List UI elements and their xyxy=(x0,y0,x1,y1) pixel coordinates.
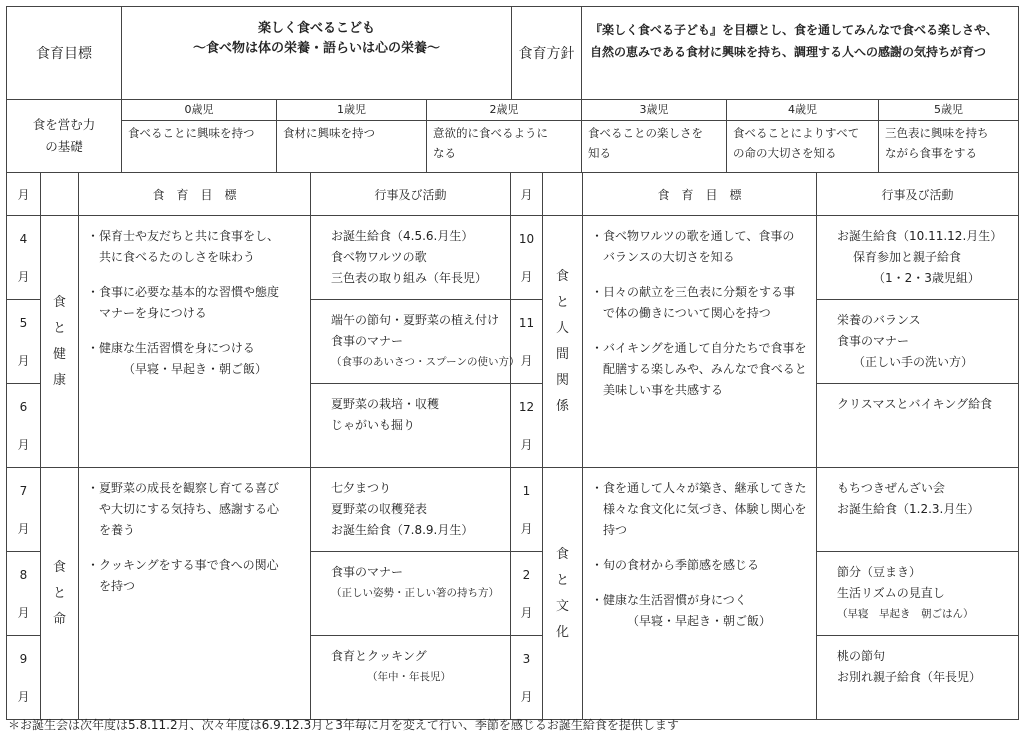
table-row xyxy=(7,468,1019,552)
th-goals-left: 食 育 目 標 xyxy=(79,173,311,216)
age-text-4: 食べることによりすべて の命の大切さを知る xyxy=(733,126,860,160)
activities-cell: クリスマスとバイキング給食 xyxy=(817,384,1019,468)
month-cell: 6 月 xyxy=(7,384,41,468)
schedule-table xyxy=(6,172,1019,720)
activities-cell: 節分（豆まき） 生活リズムの見直し （早寝 早起き 朝ごはん） xyxy=(817,552,1019,636)
age-label-0: 0歳児 xyxy=(122,100,276,121)
goals-cell: ・保育士や友だちと共に食事をし、 共に食べるたのしさを味わう ・食事に必要な基本的な習慣や態度 マナーを身につける ・健康な生活習慣を身につける （早寝・早起き・朝ご飯） xyxy=(79,216,311,468)
activities-cell: もちつきぜんざい会 お誕生給食（1.2.3.月生） xyxy=(817,468,1019,552)
age-text-5: 三色表に興味を持ち ながら食事をする xyxy=(885,126,989,160)
age-cell-1 xyxy=(277,100,427,173)
age-cell-3 xyxy=(582,100,727,173)
age-label-5: 5歳児 xyxy=(879,100,1018,121)
age-label-3: 3歳児 xyxy=(582,100,726,121)
category-cell: 食 と 命 xyxy=(41,468,79,720)
age-cell-0 xyxy=(122,100,277,173)
goals-cell: ・食べ物ワルツの歌を通して、食事の バランスの大切さを知る ・日々の献立を三色表に分類をする事 で体の働きについて関心を持つ ・バイキングを通して自分たちで食事を 配膳する楽しみや、みんなで食べると 美味しい事を共感する xyxy=(583,216,817,468)
age-text-0: 食べることに興味を持つ xyxy=(128,126,255,140)
activities-cell: 夏野菜の栽培・収穫 じゃがいも掘り xyxy=(311,384,511,468)
month-cell: 5 月 xyxy=(7,300,41,384)
age-cell-4 xyxy=(727,100,879,173)
foundation-label xyxy=(7,100,122,173)
activities-cell: お誕生給食（4.5.6.月生） 食べ物ワルツの歌 三色表の取り組み（年長児） xyxy=(311,216,511,300)
age-text-1: 食材に興味を持つ xyxy=(283,126,375,140)
activities-cell: 桃の節句 お別れ親子給食（年長児） xyxy=(817,636,1019,720)
th-blank-right xyxy=(543,173,583,216)
category-cell: 食 と 人 間 関 係 xyxy=(543,216,583,468)
th-month-left: 月 xyxy=(7,173,41,216)
foundation-line1: 食を営む力 xyxy=(32,117,96,132)
age-text-2: 意欲的に食べるように なる xyxy=(433,126,548,160)
policy-line2: 自然の恵みである食材に興味を持ち、調理する人への感謝の気持ちが育つ xyxy=(590,45,987,59)
activities-cell: 栄養のバランス 食事のマナー （正しい手の洗い方） xyxy=(817,300,1019,384)
month-cell: 2 月 xyxy=(511,552,543,636)
category-cell: 食 と 文 化 xyxy=(543,468,583,720)
header-table xyxy=(6,6,1019,173)
age-label-1: 1歳児 xyxy=(277,100,426,121)
activities-cell: お誕生給食（10.11.12.月生） 保育参加と親子給食 （1・2・3歳児組） xyxy=(817,216,1019,300)
table-row xyxy=(7,216,1019,300)
month-cell: 8 月 xyxy=(7,552,41,636)
age-text-3: 食べることの楽しさを 知る xyxy=(588,126,703,160)
category-cell: 食 と 健 康 xyxy=(41,216,79,468)
age-label-4: 4歳児 xyxy=(727,100,878,121)
activities-cell: 端午の節句・夏野菜の植え付け 食事のマナー （食事のあいさつ・スプーンの使い方） xyxy=(311,300,511,384)
th-blank-left xyxy=(41,173,79,216)
month-cell: 10 月 xyxy=(511,216,543,300)
policy-label: 食育方針 xyxy=(512,7,582,100)
footnote: ＊お誕生会は次年度は5.8.11.2月、次々年度は6.9.12.3月と3年毎に月を変えて行い、季節を感じるお誕生給食を提供します xyxy=(8,718,679,732)
month-cell: 11 月 xyxy=(511,300,543,384)
month-cell: 9 月 xyxy=(7,636,41,720)
food-education-plan xyxy=(6,6,1018,706)
th-month-right: 月 xyxy=(511,173,543,216)
foundation-line2: の基礎 xyxy=(45,139,83,154)
goal-cell xyxy=(122,7,512,100)
month-cell: 12 月 xyxy=(511,384,543,468)
activities-cell: 食育とクッキング （年中・年長児） xyxy=(311,636,511,720)
goals-cell: ・夏野菜の成長を観察し育てる喜び や大切にする気持ち、感謝する心 を養う ・クッキングをする事で食への関心 を持つ xyxy=(79,468,311,720)
th-activities-right: 行事及び活動 xyxy=(817,173,1019,216)
age-label-2: 2歳児 xyxy=(427,100,581,121)
goal-sub: ～食べ物は体の栄養・語らいは心の栄養～ xyxy=(192,41,440,56)
policy-cell xyxy=(582,7,1019,100)
month-cell: 4 月 xyxy=(7,216,41,300)
month-cell: 7 月 xyxy=(7,468,41,552)
goals-cell: ・食を通して人々が築き、継承してきた 様々な食文化に気づき、体験し関心を 持つ ・旬の食材から季節感を感じる ・健康な生活習慣が身につく （早寝・早起き・朝ご飯） xyxy=(583,468,817,720)
activities-cell: 七夕まつり 夏野菜の収穫発表 お誕生給食（7.8.9.月生） xyxy=(311,468,511,552)
th-activities-left: 行事及び活動 xyxy=(311,173,511,216)
month-cell: 3 月 xyxy=(511,636,543,720)
goal-label: 食育目標 xyxy=(7,7,122,100)
goal-main: 楽しく食べるこども xyxy=(257,21,375,36)
policy-line1: 『楽しく食べる子ども』を目標とし、食を通してみんなで食べる楽しさや、 xyxy=(590,23,998,37)
age-cell-5 xyxy=(879,100,1019,173)
month-cell: 1 月 xyxy=(511,468,543,552)
age-cell-2 xyxy=(427,100,582,173)
activities-cell: 食事のマナー （正しい姿勢・正しい箸の持ち方） xyxy=(311,552,511,636)
th-goals-right: 食 育 目 標 xyxy=(583,173,817,216)
